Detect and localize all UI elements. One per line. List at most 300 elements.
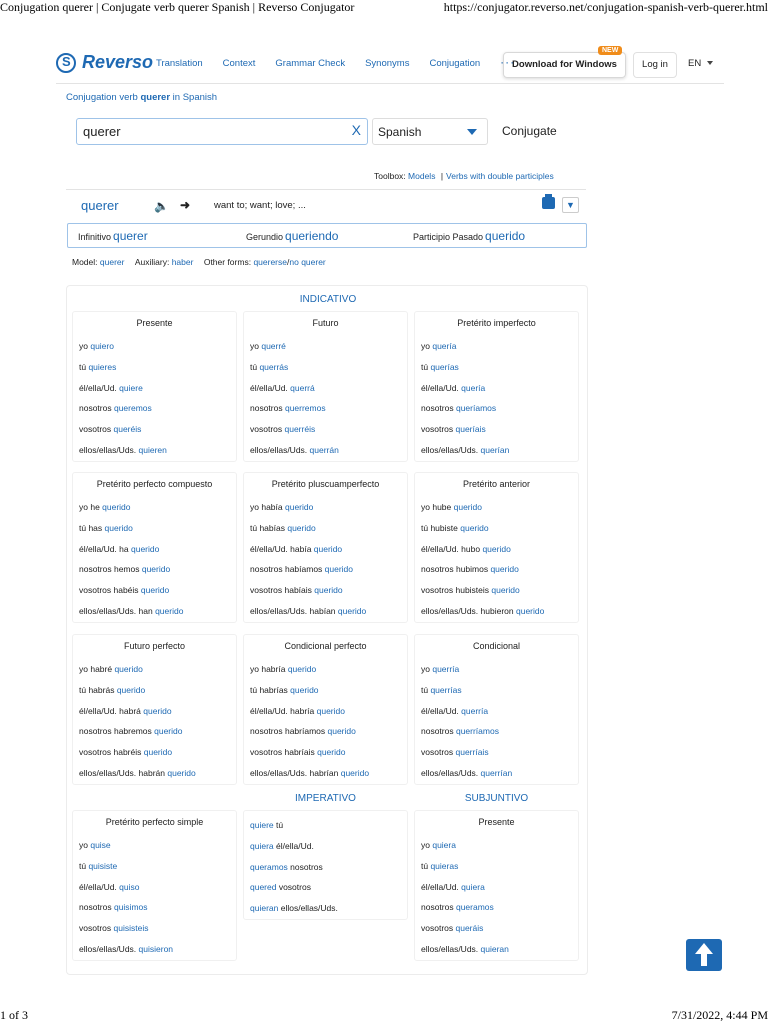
pronoun: tú xyxy=(273,820,284,830)
pronoun: nosotros xyxy=(421,403,456,414)
tense-title: Presente xyxy=(478,817,515,827)
pronoun: tú has xyxy=(79,522,105,533)
toolbox-models-link[interactable]: Models xyxy=(408,171,436,181)
tense-pluscuamperfecto xyxy=(243,472,408,623)
verb-form-link[interactable]: querré xyxy=(261,341,286,351)
conjugation-row xyxy=(244,398,407,419)
verb-form-link[interactable]: querréis xyxy=(284,424,316,435)
verb-form-link[interactable]: quiso xyxy=(119,881,140,892)
conjugation-row xyxy=(73,336,236,357)
verb-form-link[interactable]: quieran xyxy=(250,903,279,914)
tense-condicional xyxy=(414,634,579,785)
verb-form-link[interactable]: quered xyxy=(250,882,277,893)
conjugation-row xyxy=(73,601,236,622)
speaker-icon[interactable]: 🔈 xyxy=(154,199,169,213)
tense-preterito-anterior xyxy=(414,472,579,623)
conjugation-row xyxy=(415,721,578,742)
conjugation-row xyxy=(415,580,578,601)
login-button[interactable]: Log in xyxy=(633,52,677,78)
conjugation-row xyxy=(415,897,578,918)
pronoun: yo habría xyxy=(250,664,288,674)
pronoun: él/ella/Ud. habrá xyxy=(79,705,144,716)
pronoun: vosotros habríais xyxy=(250,747,318,758)
top-navigation xyxy=(56,44,724,84)
verb-form-link[interactable]: queríamos xyxy=(455,403,497,414)
pronoun: él/ella/Ud. xyxy=(79,881,120,892)
conjugation-row xyxy=(244,898,407,919)
breadcrumb xyxy=(66,92,217,103)
conjugation-row xyxy=(415,835,578,856)
verb-form-link[interactable]: querría xyxy=(461,705,489,716)
gerundio-value[interactable]: queriendo xyxy=(285,229,339,243)
verb-form-link[interactable]: querido xyxy=(453,502,482,512)
verb-form-link[interactable]: querido xyxy=(313,543,343,554)
verb-form-link[interactable]: querríamos xyxy=(455,726,499,737)
conjugation-row xyxy=(415,601,578,622)
conjugation-row xyxy=(73,580,236,601)
pronoun: tú habías xyxy=(250,522,288,533)
chevron-down-icon[interactable]: ▼ xyxy=(562,197,579,213)
conjugation-row xyxy=(415,742,578,763)
verb-form-link[interactable]: quieren xyxy=(138,444,167,455)
interface-language-select[interactable] xyxy=(688,58,713,69)
verb-form-link[interactable]: queréis xyxy=(113,424,142,435)
logo-text: Reverso xyxy=(82,52,154,72)
pronoun: ellos/ellas/Uds. xyxy=(278,903,338,914)
verb-form-link[interactable]: querido xyxy=(102,502,131,512)
conjugation-row xyxy=(415,701,578,722)
verb-form-link[interactable]: querido xyxy=(167,767,196,778)
tense-futuro-perfecto xyxy=(72,634,237,785)
conjugation-row xyxy=(73,939,236,960)
conjugation-row xyxy=(244,680,407,701)
conjugation-row xyxy=(244,357,407,378)
pronoun: ellos/ellas/Uds. xyxy=(421,444,481,455)
more-menu-icon[interactable]: ··· xyxy=(500,55,516,69)
nav-link-synonyms[interactable]: Synonyms xyxy=(365,58,410,69)
pronoun: ellos/ellas/Uds. xyxy=(421,767,481,778)
conjugation-row xyxy=(73,897,236,918)
pronoun: él/ella/Ud. xyxy=(421,881,462,892)
pronoun: ellos/ellas/Uds. habrán xyxy=(79,767,168,778)
conjugation-row xyxy=(244,877,407,898)
breadcrumb-suffix: in Spanish xyxy=(170,92,218,103)
verb-form-link[interactable]: querido xyxy=(143,705,172,716)
pronoun: tú xyxy=(421,361,431,372)
verb-form-link[interactable]: querido xyxy=(143,747,173,758)
conjugation-row xyxy=(73,918,236,939)
pronoun: vosotros habíais xyxy=(250,585,315,596)
verb-form-link[interactable]: quisiste xyxy=(88,860,118,871)
pronoun: yo xyxy=(79,341,91,351)
language-dropdown-value: Spanish xyxy=(378,125,422,139)
verb-form-link[interactable]: querido xyxy=(155,605,184,616)
conjugation-row xyxy=(73,835,236,856)
conjugation-row xyxy=(415,856,578,877)
conjugation-row xyxy=(415,378,578,399)
conjugation-row xyxy=(73,440,236,461)
conjugation-row xyxy=(415,877,578,898)
pronoun: yo hube xyxy=(421,502,454,512)
section-imperativo: IMPERATIVO xyxy=(295,793,356,804)
new-badge: NEW xyxy=(598,46,622,55)
verb-form-link[interactable]: quiera xyxy=(432,840,456,850)
verb-form-link[interactable]: querido xyxy=(114,664,143,674)
conjugation-row xyxy=(415,939,578,960)
pronoun: tú xyxy=(79,361,89,372)
verb-form-link[interactable]: querido xyxy=(284,502,314,512)
verb-form-link[interactable]: querido xyxy=(340,767,370,778)
conjugation-row xyxy=(73,763,236,784)
verb-form-link[interactable]: querríais xyxy=(455,747,489,758)
pronoun: tú xyxy=(250,361,260,372)
other-forms-separator: / xyxy=(287,257,290,267)
printer-icon[interactable] xyxy=(542,197,555,209)
participio-label: Participio Pasado xyxy=(413,232,484,242)
verb-form-link[interactable]: quiera xyxy=(250,840,274,851)
verb-form-link[interactable]: querido xyxy=(130,543,160,554)
toolbox-label: Toolbox: xyxy=(374,171,406,181)
verb-search-input[interactable] xyxy=(77,119,337,144)
pronoun: vosotros habéis xyxy=(79,585,141,596)
conjugation-row xyxy=(73,659,236,680)
pronoun: él/ella/Ud. xyxy=(273,840,314,851)
conjugation-row xyxy=(73,378,236,399)
conjugation-row xyxy=(73,539,236,560)
verb-form-link[interactable]: querido xyxy=(491,585,520,596)
pronoun: vosotros xyxy=(421,923,456,934)
verb-form-link[interactable]: queramos xyxy=(250,861,288,872)
pronoun: él/ella/Ud. xyxy=(421,382,462,393)
pronoun: nosotros xyxy=(250,403,285,414)
tense-presente xyxy=(72,311,237,462)
conjugation-panel xyxy=(66,285,588,975)
pronoun: tú xyxy=(421,860,431,871)
verb-form-link[interactable]: quisieron xyxy=(138,943,174,954)
verb-form-link[interactable]: quiere xyxy=(250,820,274,830)
participio xyxy=(413,229,525,243)
conjugation-row xyxy=(415,398,578,419)
pronoun: vosotros xyxy=(79,923,114,934)
conjugation-row xyxy=(244,497,407,518)
verb-title: querer xyxy=(81,198,119,213)
conjugation-row xyxy=(73,856,236,877)
pronoun: ellos/ellas/Uds. xyxy=(79,943,139,954)
verb-form-link[interactable]: querido xyxy=(314,585,343,596)
conjugation-row xyxy=(244,336,407,357)
verb-form-link[interactable]: quisisteis xyxy=(113,923,149,934)
conjugation-row xyxy=(415,357,578,378)
dropdown-triangle-icon xyxy=(467,129,477,135)
conjugation-row xyxy=(244,539,407,560)
tense-title: Pretérito pluscuamperfecto xyxy=(271,479,380,489)
pronoun: ellos/ellas/Uds. xyxy=(421,943,481,954)
verb-form-link[interactable]: quieras xyxy=(430,860,459,871)
pronoun: ellos/ellas/Uds. xyxy=(250,444,310,455)
conjugation-row xyxy=(244,701,407,722)
toolbox xyxy=(374,171,554,181)
conjugation-row xyxy=(244,659,407,680)
verb-form-link[interactable]: querido xyxy=(140,585,170,596)
conjugation-row xyxy=(73,877,236,898)
tense-preterito-imperfecto xyxy=(414,311,579,462)
breadcrumb-verb[interactable]: querer xyxy=(140,92,171,103)
verb-form-link[interactable]: querido xyxy=(490,564,519,575)
conjugation-row xyxy=(415,497,578,518)
conjugation-row xyxy=(415,680,578,701)
verb-form-link[interactable]: quieres xyxy=(88,361,117,372)
verb-form-link[interactable]: querido xyxy=(287,522,316,533)
tense-title: Condicional perfecto xyxy=(284,641,367,651)
conjugation-row xyxy=(415,518,578,539)
pronoun: ellos/ellas/Uds. xyxy=(79,444,139,455)
conjugation-row xyxy=(244,815,407,836)
conjugation-row xyxy=(73,497,236,518)
verb-form-link[interactable]: querido xyxy=(154,726,183,737)
infinitivo xyxy=(78,229,148,243)
conjugation-row xyxy=(415,336,578,357)
pronoun: tú xyxy=(421,684,431,695)
pronoun: ellos/ellas/Uds. han xyxy=(79,605,156,616)
verb-form-link[interactable]: querido xyxy=(324,564,354,575)
verb-translation: want to; want; love; ... xyxy=(214,200,306,211)
verb-form-link[interactable]: quisimos xyxy=(113,902,148,913)
tense-title: Pretérito perfecto simple xyxy=(105,817,204,827)
verb-form-link[interactable]: querido xyxy=(327,726,356,737)
verb-form-link[interactable]: querrían xyxy=(480,767,513,778)
reverso-logo[interactable] xyxy=(56,52,153,73)
section-subjuntivo: SUBJUNTIVO xyxy=(464,793,529,804)
conjugation-row xyxy=(415,440,578,461)
pronoun: yo he xyxy=(79,502,103,512)
verb-form-link[interactable]: queramos xyxy=(455,902,494,913)
verb-form-link[interactable]: querrá xyxy=(290,382,315,393)
conjugation-row xyxy=(73,680,236,701)
conjugation-row xyxy=(244,857,407,878)
nav-link-conjugation[interactable]: Conjugation xyxy=(429,58,481,69)
model-line xyxy=(72,257,326,267)
print-header xyxy=(0,0,768,16)
verb-form-link[interactable]: querido xyxy=(316,705,345,716)
pronoun: yo xyxy=(250,341,262,351)
verb-form-link[interactable]: querrás xyxy=(259,361,289,372)
pronoun: nosotros xyxy=(421,726,456,737)
pronoun: yo habré xyxy=(79,664,115,674)
pronoun: ellos/ellas/Uds. habrían xyxy=(250,767,341,778)
search-box xyxy=(76,118,368,145)
pronoun: yo xyxy=(79,840,91,850)
other-forms-label: Other forms: xyxy=(203,257,252,267)
model-label: Model: xyxy=(72,257,98,267)
pronoun: él/ella/Ud. xyxy=(421,705,462,716)
conjugation-row xyxy=(244,378,407,399)
pronoun: nosotros habíamos xyxy=(250,564,325,575)
download-windows-button[interactable]: Download for Windows xyxy=(503,52,626,78)
tense-perfecto-compuesto xyxy=(72,472,237,623)
pronoun: él/ella/Ud. xyxy=(79,382,120,393)
nav-link-translation[interactable]: Translation xyxy=(156,58,203,69)
participio-value[interactable]: querido xyxy=(485,229,526,243)
pronoun: tú hubiste xyxy=(421,522,461,533)
auxiliary-label: Auxiliary: xyxy=(134,257,170,267)
pronoun: tú xyxy=(79,860,89,871)
conjugation-row xyxy=(73,701,236,722)
pronoun: tú habrías xyxy=(250,684,291,695)
pronoun: nosotros xyxy=(79,902,114,913)
section-indicativo: INDICATIVO xyxy=(299,294,357,305)
verb-form-link[interactable]: quieran xyxy=(480,943,509,954)
conjugation-row xyxy=(73,357,236,378)
toolbox-double-participles-link[interactable]: Verbs with double participles xyxy=(446,171,554,181)
pronoun: nosotros xyxy=(421,902,456,913)
tense-imperativo xyxy=(243,810,408,920)
gerundio-label: Gerundio xyxy=(246,232,284,242)
auxiliary-link[interactable]: haber xyxy=(171,257,194,267)
conjugation-row xyxy=(415,419,578,440)
verb-header-row xyxy=(66,189,586,219)
tense-futuro xyxy=(243,311,408,462)
verb-form-link[interactable]: querremos xyxy=(284,403,326,414)
pronoun: vosotros xyxy=(250,424,285,435)
pronoun: él/ella/Ud. xyxy=(250,382,291,393)
pronoun: tú habrás xyxy=(79,684,117,695)
tense-subjuntivo-presente xyxy=(414,810,579,961)
conjugate-button[interactable]: Conjugate xyxy=(502,124,557,138)
verb-form-link[interactable]: quise xyxy=(90,840,111,850)
verb-form-link[interactable]: querían xyxy=(480,444,510,455)
verb-form-link[interactable]: querido xyxy=(116,684,146,695)
pronoun: vosotros hubisteis xyxy=(421,585,492,596)
conjugation-row xyxy=(244,721,407,742)
pronoun: él/ella/Ud. hubo xyxy=(421,543,483,554)
tense-title: Futuro perfecto xyxy=(123,641,186,651)
conjugation-row xyxy=(73,742,236,763)
conjugation-row xyxy=(244,763,407,784)
conjugation-row xyxy=(73,559,236,580)
pronoun: vosotros xyxy=(79,424,114,435)
print-page-number: 1 of 3 xyxy=(0,1008,28,1022)
verb-forms-box xyxy=(67,223,587,248)
verb-form-link[interactable]: querrías xyxy=(430,684,462,695)
pronoun: nosotros xyxy=(287,861,323,872)
verb-form-link[interactable]: quería xyxy=(461,382,486,393)
gerundio xyxy=(246,229,338,243)
pronoun: él/ella/Ud. había xyxy=(250,543,314,554)
verb-form-link[interactable]: querido xyxy=(482,543,511,554)
tense-title: Pretérito anterior xyxy=(462,479,531,489)
other-form-link[interactable]: no querer xyxy=(289,257,326,267)
tense-title: Pretérito imperfecto xyxy=(457,318,536,328)
pronoun: él/ella/Ud. ha xyxy=(79,543,131,554)
verb-form-link[interactable]: querías xyxy=(430,361,459,372)
conjugation-row xyxy=(244,419,407,440)
conjugation-row xyxy=(244,559,407,580)
pronoun: vosotros habréis xyxy=(79,747,144,758)
tense-condicional-perfecto xyxy=(243,634,408,785)
reverso-logo-icon xyxy=(56,53,76,73)
tense-perfecto-simple xyxy=(72,810,237,961)
interface-language-label: EN xyxy=(688,58,702,69)
infinitivo-label: Infinitivo xyxy=(78,232,112,242)
pronoun: vosotros xyxy=(421,747,456,758)
conjugation-row xyxy=(244,836,407,857)
conjugation-row xyxy=(415,559,578,580)
conjugation-row xyxy=(73,518,236,539)
clear-icon[interactable]: X xyxy=(351,122,361,138)
verb-form-link[interactable]: queremos xyxy=(113,403,152,414)
conjugation-row xyxy=(415,763,578,784)
tense-title: Presente xyxy=(136,318,173,328)
pronoun: vosotros xyxy=(421,424,456,435)
verb-form-link[interactable]: quiera xyxy=(461,881,485,892)
conjugation-row xyxy=(73,721,236,742)
other-form-link[interactable]: quererse xyxy=(253,257,287,267)
verb-form-link[interactable]: querido xyxy=(287,664,317,674)
pronoun: nosotros xyxy=(79,403,114,414)
verb-form-link[interactable]: querido xyxy=(104,522,133,533)
arrow-right-icon: ➜ xyxy=(180,198,191,212)
tense-title: Pretérito perfecto compuesto xyxy=(96,479,213,489)
verb-form-link[interactable]: queráis xyxy=(455,923,484,934)
verb-form-link[interactable]: queríais xyxy=(455,424,486,435)
conjugation-row xyxy=(244,742,407,763)
language-dropdown[interactable] xyxy=(372,118,488,145)
toolbox-separator: | xyxy=(440,171,444,181)
print-footer xyxy=(0,1004,768,1024)
verb-form-link[interactable]: quiere xyxy=(119,382,143,393)
pronoun: él/ella/Ud. habría xyxy=(250,705,317,716)
pronoun: nosotros habríamos xyxy=(250,726,328,737)
breadcrumb-prefix: Conjugation verb xyxy=(66,92,141,103)
verb-form-link[interactable]: querido xyxy=(515,605,545,616)
print-url: https://conjugator.reverso.net/conjugation-spanish-verb-querer.html xyxy=(443,0,768,14)
verb-form-link[interactable]: querido xyxy=(337,605,367,616)
conjugation-row xyxy=(73,419,236,440)
verb-form-link[interactable]: querido xyxy=(290,684,319,695)
print-title: Conjugation querer | Conjugate verb querer Spanish | Reverso Conjugator xyxy=(0,0,355,14)
conjugation-row xyxy=(244,601,407,622)
scroll-to-top-button[interactable] xyxy=(686,939,722,971)
tense-title: Condicional xyxy=(472,641,521,651)
conjugation-row xyxy=(73,398,236,419)
pronoun: ellos/ellas/Uds. hubieron xyxy=(421,605,516,616)
conjugation-row xyxy=(244,580,407,601)
verb-form-link[interactable]: querido xyxy=(460,522,489,533)
conjugation-row xyxy=(415,659,578,680)
pronoun: yo había xyxy=(250,502,285,512)
pronoun: ellos/ellas/Uds. habían xyxy=(250,605,338,616)
verb-form-link[interactable]: quería xyxy=(432,341,457,351)
conjugation-row xyxy=(244,518,407,539)
verb-form-link[interactable]: querido xyxy=(141,564,171,575)
nav-link-context[interactable]: Context xyxy=(222,58,256,69)
verb-form-link[interactable]: querría xyxy=(432,664,460,674)
model-link[interactable]: querer xyxy=(99,257,125,267)
nav-link-grammar-check[interactable]: Grammar Check xyxy=(275,58,346,69)
verb-form-link[interactable]: quiero xyxy=(90,341,114,351)
infinitivo-value[interactable]: querer xyxy=(113,229,148,243)
pronoun: nosotros hubimos xyxy=(421,564,491,575)
pronoun: yo xyxy=(421,341,433,351)
chevron-down-icon xyxy=(707,61,713,65)
pronoun: nosotros habremos xyxy=(79,726,155,737)
conjugation-row xyxy=(415,539,578,560)
conjugation-row xyxy=(415,918,578,939)
verb-form-link[interactable]: querido xyxy=(317,747,346,758)
pronoun: nosotros hemos xyxy=(79,564,142,575)
pronoun: yo xyxy=(421,664,433,674)
verb-form-link[interactable]: querrán xyxy=(309,444,339,455)
